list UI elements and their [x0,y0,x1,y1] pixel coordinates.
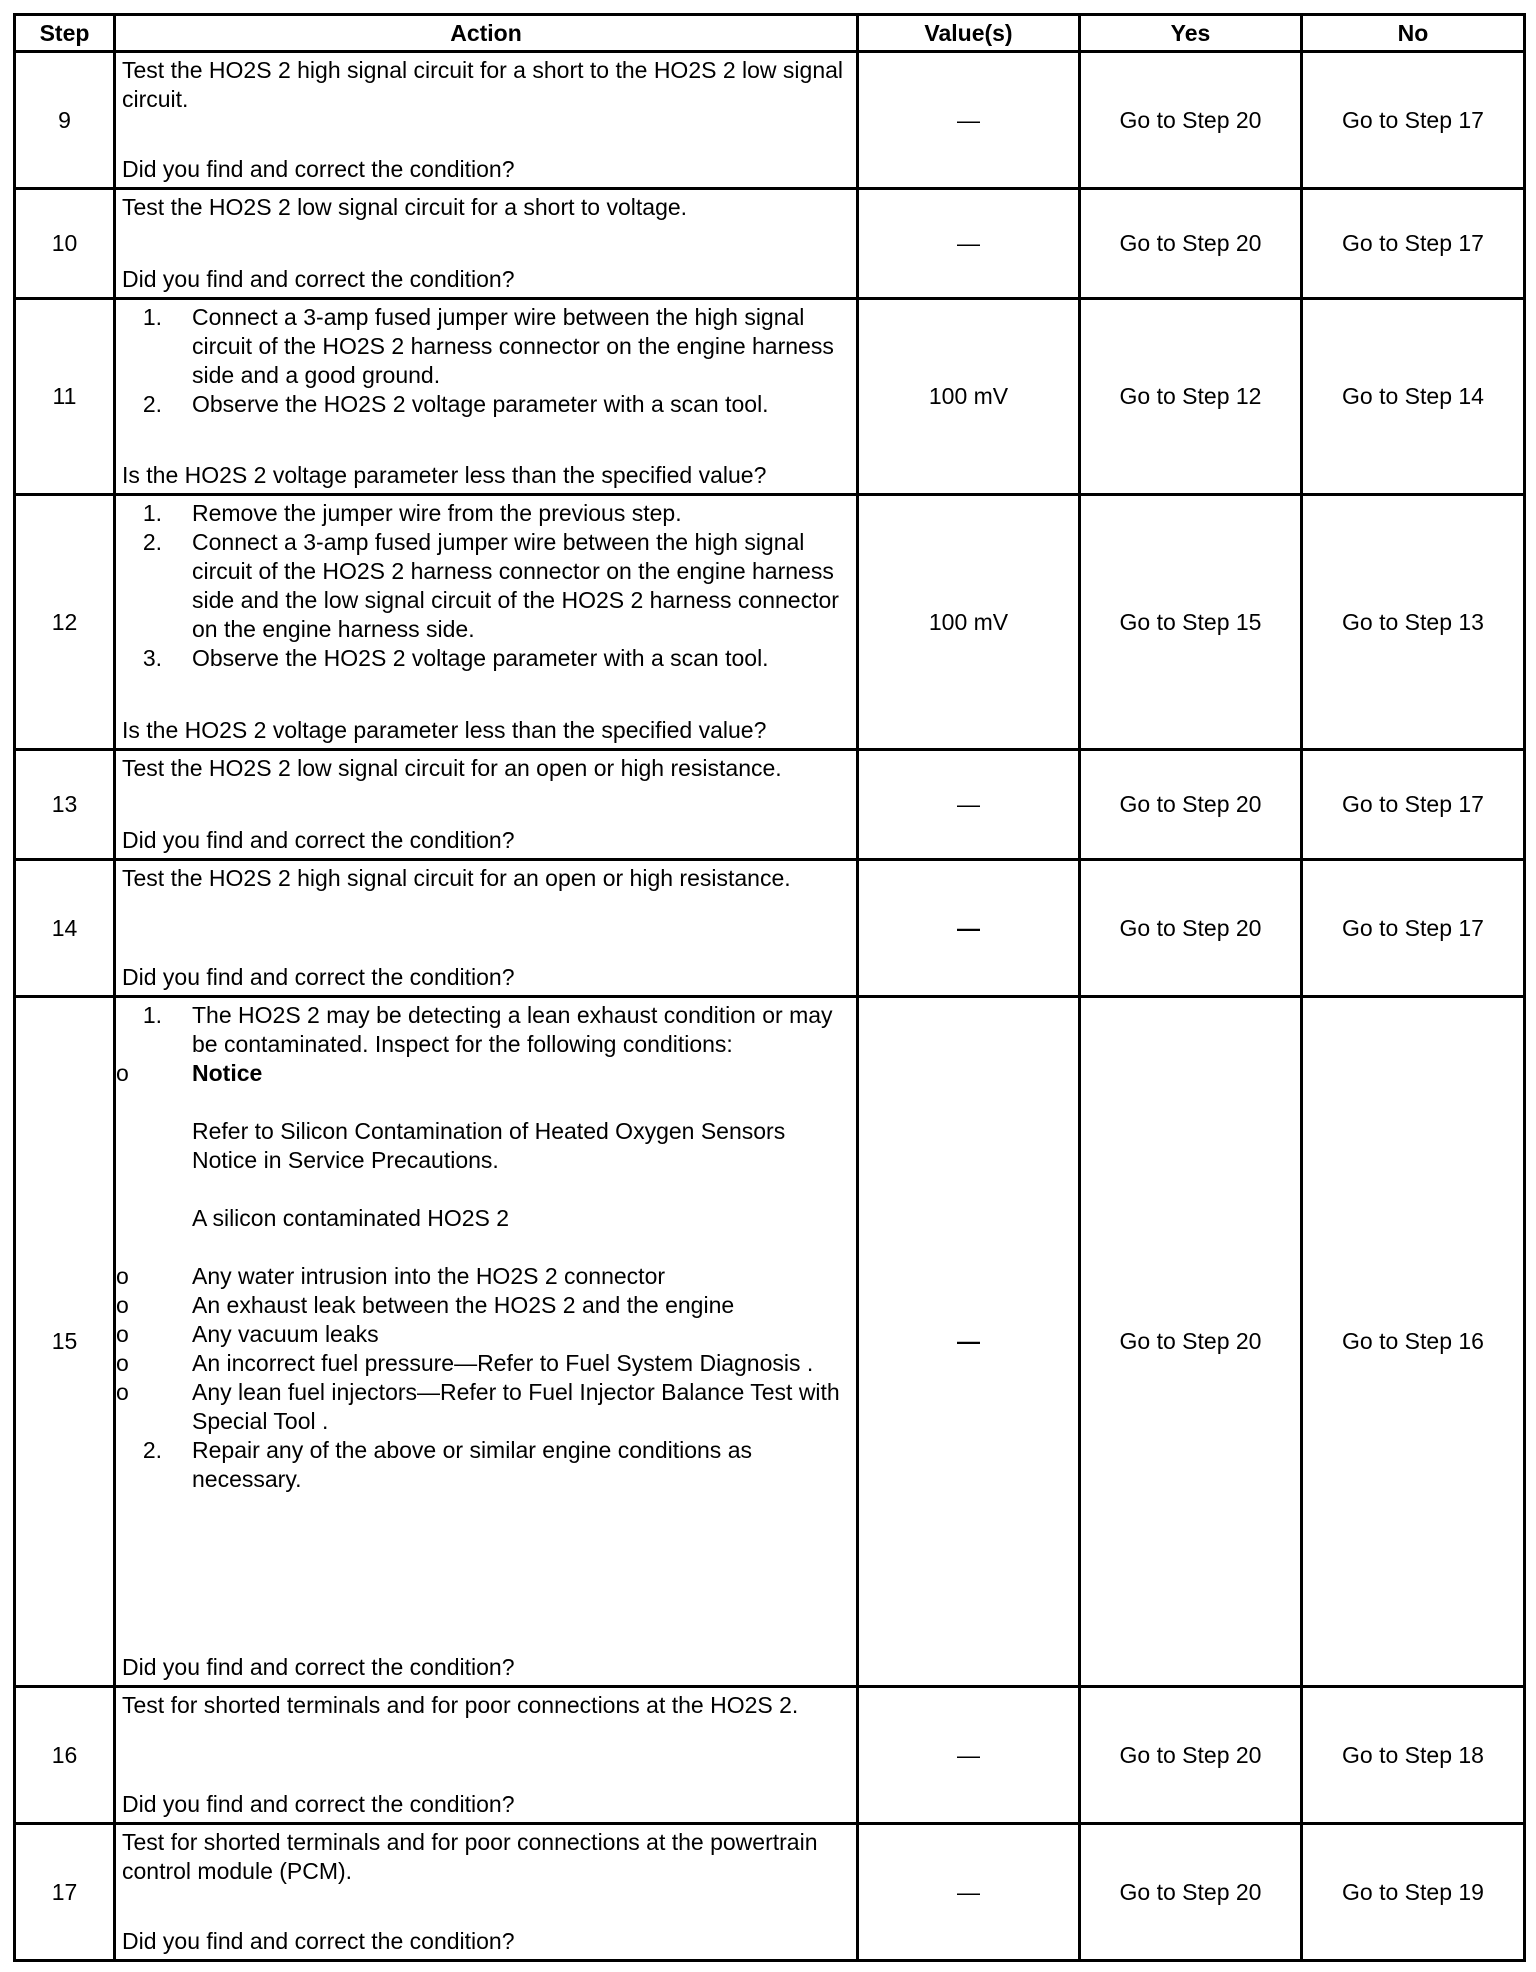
value-cell: — [858,750,1080,860]
header-step: Step [15,15,115,52]
step-number: 15 [15,997,115,1687]
item-number: 2. [142,1436,162,1463]
step-number: 13 [15,750,115,860]
yes-cell: Go to Step 20 [1080,860,1302,997]
no-cell: Go to Step 17 [1302,860,1525,997]
table-row [15,997,1525,1687]
action-question: Did you find and correct the condition? [122,1653,515,1680]
no-cell: Go to Step 18 [1302,1687,1525,1824]
step-number: 10 [15,189,115,299]
no-cell: Go to Step 13 [1302,495,1525,750]
header-values: Value(s) [858,15,1080,52]
item-text: An exhaust leak between the HO2S 2 and the engine [192,1291,735,1318]
list-item [122,1436,848,1494]
action-question: Did you find and correct the condition? [122,1790,515,1817]
yes-cell: Go to Step 15 [1080,495,1302,750]
action-question: Is the HO2S 2 voltage parameter less than the specified value? [122,461,767,488]
item-number: 1. [142,303,162,330]
action-text: Test the HO2S 2 high signal circuit for a short to the HO2S 2 low signal circuit. [122,56,844,112]
item-text: Observe the HO2S 2 voltage parameter with a scan tool. [192,390,769,417]
action-cell [115,52,858,189]
value-cell: — [858,189,1080,299]
list-item [116,1001,848,1436]
value-cell: — [858,52,1080,189]
notice-item [92,1059,848,1262]
table-row [15,1687,1525,1824]
step-list [122,303,848,419]
header-no: No [1302,15,1525,52]
action-text: Test for shorted terminals and for poor connections at the powertrain control module (PCM). [122,1828,818,1884]
list-item [122,303,848,390]
list-item [122,528,848,644]
bullet: o [116,1291,129,1318]
yes-cell: Go to Step 12 [1080,299,1302,495]
item-number: 2. [142,528,162,555]
action-question: Did you find and correct the condition? [122,265,515,292]
diagnostic-table [13,13,1526,1962]
action-cell [115,1687,858,1824]
notice-title: Notice [192,1059,263,1086]
action-text: Test the HO2S 2 low signal circuit for an open or high resistance. [122,754,782,781]
notice-item-text: A silicon contaminated HO2S 2 [192,1204,510,1231]
table-row [15,52,1525,189]
action-cell [115,495,858,750]
action-cell [115,299,858,495]
no-cell: Go to Step 19 [1302,1824,1525,1961]
table-row [15,750,1525,860]
table-row [15,1824,1525,1961]
no-cell: Go to Step 17 [1302,52,1525,189]
table-row [15,860,1525,997]
item-text: Any water intrusion into the HO2S 2 connector [192,1262,666,1289]
action-question: Did you find and correct the condition? [122,963,515,990]
yes-cell: Go to Step 20 [1080,52,1302,189]
list-item [122,390,848,419]
bullet: o [116,1378,129,1405]
item-number: 2. [142,390,162,417]
value-cell: — [858,1687,1080,1824]
item-text: Any lean fuel injectors—Refer to Fuel Injector Balance Test with Special Tool . [192,1378,840,1434]
value-cell: — [858,997,1080,1687]
no-cell: Go to Step 16 [1302,997,1525,1687]
yes-cell: Go to Step 20 [1080,1824,1302,1961]
value-cell: — [858,1824,1080,1961]
step-number: 17 [15,1824,115,1961]
bullet: o [116,1320,129,1347]
action-text: Test for shorted terminals and for poor connections at the HO2S 2. [122,1691,799,1718]
item-text: Observe the HO2S 2 voltage parameter with a scan tool. [192,644,769,671]
item-number: 1. [142,499,162,526]
header-action: Action [115,15,858,52]
item-text: Remove the jumper wire from the previous step. [192,499,682,526]
item-text: Any vacuum leaks [192,1320,379,1347]
action-question: Did you find and correct the condition? [122,155,515,182]
item-number: 3. [142,644,162,671]
action-question: Is the HO2S 2 voltage parameter less than the specified value? [122,716,767,743]
yes-cell: Go to Step 20 [1080,750,1302,860]
table-row [15,299,1525,495]
action-question: Did you find and correct the condition? [122,1927,515,1954]
item-text: An incorrect fuel pressure—Refer to Fuel System Diagnosis . [192,1349,814,1376]
yes-cell: Go to Step 20 [1080,1687,1302,1824]
action-text: Test the HO2S 2 low signal circuit for a short to voltage. [122,193,688,220]
no-cell: Go to Step 17 [1302,189,1525,299]
bullet: o [116,1059,129,1086]
step-number: 12 [15,495,115,750]
bullet: o [116,1349,129,1376]
item-text: Connect a 3-amp fused jumper wire between the high signal circuit of the HO2S 2 harness connector on the engine harness side and the low signal circuit of the HO2S 2 harness connector on the engine harness side. [192,528,839,642]
notice-text: Refer to Silicon Contamination of Heated Oxygen Sensors Notice in Service Precautions. [192,1117,786,1173]
condition-list [92,1059,848,1436]
step-number: 16 [15,1687,115,1824]
list-item [92,1262,848,1291]
item-number: 1. [142,1001,162,1028]
step-number: 9 [15,52,115,189]
table-row [15,495,1525,750]
action-cell [115,860,858,997]
action-cell [115,189,858,299]
step-number: 11 [15,299,115,495]
header-row [15,15,1525,52]
value-cell: 100 mV [858,299,1080,495]
step-list [116,1001,848,1494]
action-cell [115,1824,858,1961]
list-item [122,499,848,528]
value-cell: — [858,860,1080,997]
list-item [122,644,848,673]
list-item [92,1291,848,1320]
action-question: Did you find and correct the condition? [122,826,515,853]
list-item [92,1378,848,1436]
item-text: The HO2S 2 may be detecting a lean exhaust condition or may be contaminated. Inspect for the following conditions: [192,1001,833,1057]
step-number: 14 [15,860,115,997]
item-text: Connect a 3-amp fused jumper wire between the high signal circuit of the HO2S 2 harness connector on the engine harness side and a good ground. [192,303,834,388]
list-item [92,1320,848,1349]
bullet: o [116,1262,129,1289]
value-cell: 100 mV [858,495,1080,750]
no-cell: Go to Step 14 [1302,299,1525,495]
item-text: Repair any of the above or similar engine conditions as necessary. [192,1436,752,1492]
action-cell [115,750,858,860]
no-cell: Go to Step 17 [1302,750,1525,860]
header-yes: Yes [1080,15,1302,52]
action-text: Test the HO2S 2 high signal circuit for an open or high resistance. [122,864,791,891]
table-row [15,189,1525,299]
step-list [122,499,848,673]
yes-cell: Go to Step 20 [1080,997,1302,1687]
list-item [92,1349,848,1378]
action-cell [115,997,858,1687]
yes-cell: Go to Step 20 [1080,189,1302,299]
